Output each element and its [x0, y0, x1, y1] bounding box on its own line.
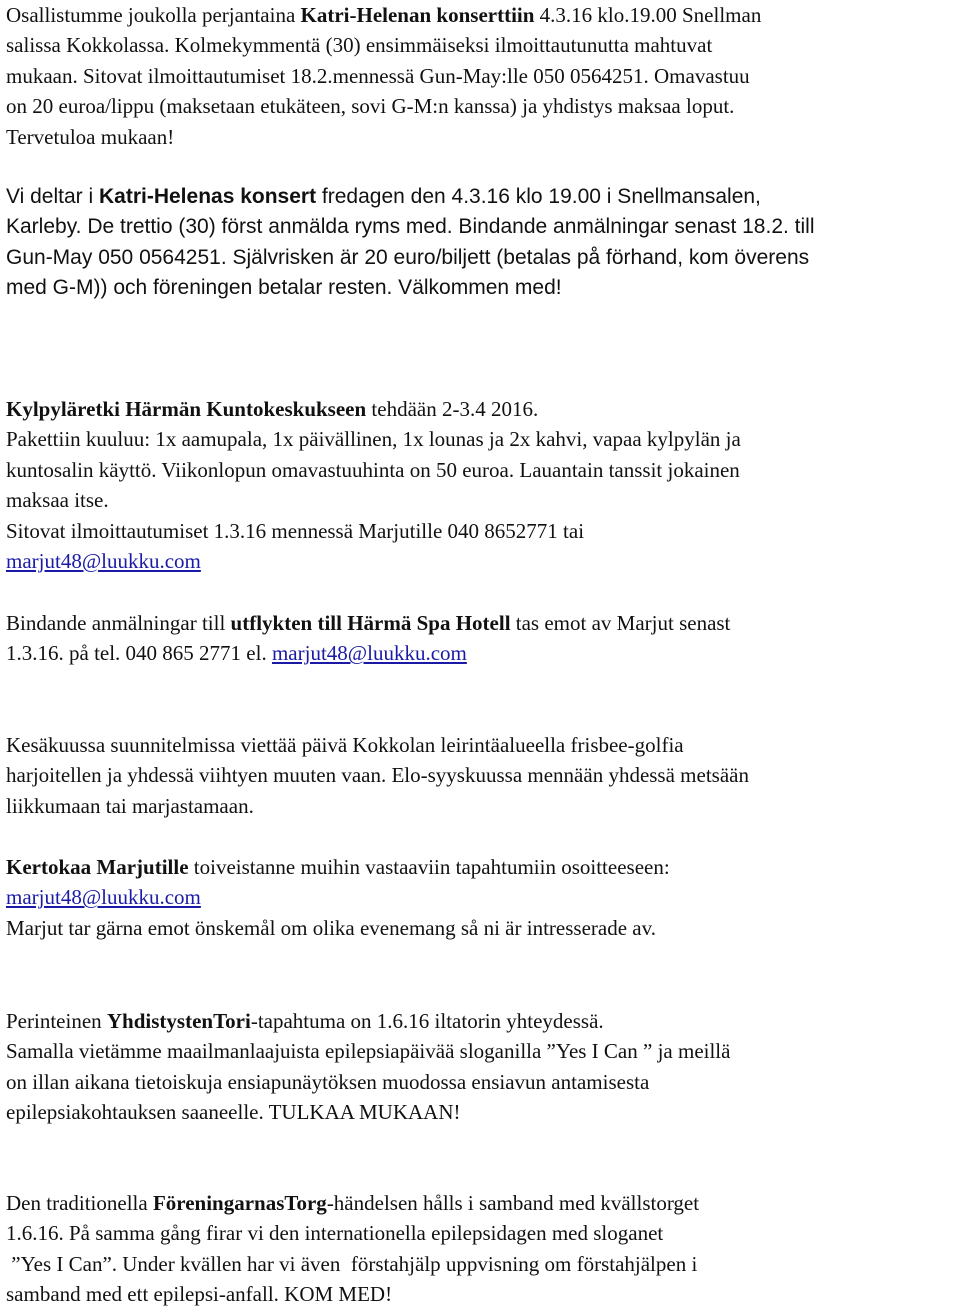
sv-spa-text-end: tas emot av Marjut senast	[510, 611, 731, 635]
fi-tori-paragraph	[6, 1006, 956, 1128]
fi-spa-line-3: kuntosalin käyttö. Viikonlopun omavastuuhinta on 50 euroa. Lauantain tanssit jokainen	[6, 457, 740, 482]
sv-concert-text: Vi deltar i	[6, 185, 99, 208]
sv-concert-line-1	[6, 182, 956, 212]
sv-concert-line-3: Gun-May 050 0564251. Självrisken är 20 euro/biljett (betalas på förhand, kom överens	[6, 245, 810, 269]
fi-concert-line-3: mukaan. Sitovat ilmoittautumiset 18.2.mennessä Gun-May:lle 050 0564251. Omavastuu	[6, 63, 750, 88]
fi-spa-line-2: Pakettiin kuuluu: 1x aamupala, 1x päivällinen, 1x lounas ja 2x kahvi, vapaa kylpylän ja	[6, 427, 741, 452]
sv-spa-line-2	[6, 638, 956, 668]
fi-tori-line-4: epilepsiakohtauksen saaneelle. TULKAA MUKAAN!	[6, 1100, 461, 1125]
fi-concert-datetime: 4.3.16 klo.19.00 Snellman	[534, 3, 762, 27]
fi-concert-line-4: on 20 euroa/lippu (maksetaan etukäteen, sovi G-M:n kanssa) ja yhdistys maksaa loput.	[6, 94, 735, 119]
sv-torg-line-2: 1.6.16. På samma gång firar vi den internationella epilepsidagen med sloganet	[6, 1221, 664, 1246]
sv-concert-line-2: Karleby. De trettio (30) först anmälda ryms med. Bindande anmälningar senast 18.2. till	[6, 215, 815, 239]
sv-spa-heading: utflykten till Härmä Spa Hotell	[230, 611, 511, 635]
fi-concert-text: Osallistumme joukolla perjantaina	[6, 3, 301, 27]
fi-concert-paragraph	[6, 0, 956, 152]
sv-torg-paragraph	[6, 1188, 956, 1310]
fi-spa-paragraph	[6, 394, 956, 576]
fi-spa-email-link[interactable]: marjut48@luukku.com	[6, 549, 201, 574]
wishes-paragraph	[6, 852, 956, 943]
fi-concert-line-2: salissa Kokkolassa. Kolmekymmentä (30) ensimmäiseksi ilmoittautunutta mahtuvat	[6, 33, 713, 58]
fi-summer-line-1: Kesäkuussa suunnitelmissa viettää päivä Kokkolan leirintäalueella frisbee-golfia	[6, 733, 684, 757]
sv-concert-event-name: Katri-Helenas konsert	[99, 185, 317, 208]
sv-torg-event-name: FöreningarnasTorg	[152, 1191, 327, 1215]
wishes-heading: Kertokaa Marjutille	[6, 855, 189, 879]
fi-summer-paragraph	[6, 730, 956, 821]
fi-spa-line-5: Sitovat ilmoittautumiset 1.3.16 mennessä Marjutille 040 8652771 tai	[6, 518, 585, 543]
fi-spa-line-1	[6, 394, 956, 424]
wishes-line-1	[6, 852, 956, 882]
fi-spa-line-4: maksaa itse.	[6, 488, 109, 513]
sv-concert-line-4: med G-M)) och föreningen betalar resten. Välkommen med!	[6, 276, 562, 300]
sv-torg-line-4: samband med ett epilepsi-anfall. KOM MED!	[6, 1282, 393, 1307]
fi-concert-line-5: Tervetuloa mukaan!	[6, 124, 175, 149]
sv-spa-email-link[interactable]: marjut48@luukku.com	[271, 641, 467, 666]
sv-torg-text: Den traditionella	[6, 1191, 153, 1215]
sv-spa-paragraph	[6, 608, 956, 669]
fi-spa-heading: Kylpyläretki Härmän Kuntokeskukseen	[6, 397, 367, 421]
fi-spa-dates: tehdään 2-3.4 2016.	[366, 397, 539, 421]
sv-concert-paragraph	[6, 182, 956, 304]
wishes-email-link[interactable]: marjut48@luukku.com	[6, 885, 201, 910]
fi-tori-text: Perinteinen	[6, 1009, 107, 1033]
fi-summer-line-2: harjoitellen ja yhdessä viihtyen muuten vaan. Elo-syyskuussa mennään yhdessä metsään	[6, 763, 749, 788]
sv-concert-datetime: fredagen den 4.3.16 klo 19.00 i Snellmansalen,	[316, 185, 761, 208]
fi-summer-line-3: liikkumaan tai marjastamaan.	[6, 793, 254, 818]
wishes-text: toiveistanne muihin vastaaviin tapahtumiin osoitteeseen:	[188, 855, 670, 879]
fi-concert-line-1	[6, 0, 956, 30]
fi-concert-event-name: Katri-Helenan konserttiin	[300, 3, 535, 27]
fi-tori-line-1	[6, 1006, 956, 1036]
sv-spa-line-1	[6, 608, 956, 638]
sv-torg-text-end: -händelsen hålls i samband med kvällstorget	[326, 1191, 700, 1215]
sv-torg-line-3: ”Yes I Can”. Under kvällen har vi även förstahjälp uppvisning om förstahjälpen i	[6, 1251, 698, 1276]
fi-tori-event-name: YhdistystenTori	[106, 1009, 251, 1033]
fi-tori-line-2: Samalla vietämme maailmanlaajuista epilepsiapäivää sloganilla ”Yes I Can ” ja meillä	[6, 1039, 731, 1064]
sv-spa-text: Bindande anmälningar till	[6, 611, 231, 635]
fi-tori-text-end: -tapahtuma on 1.6.16 iltatorin yhteydessä.	[250, 1009, 604, 1033]
wishes-line-3: Marjut tar gärna emot önskemål om olika evenemang så ni är intresserade av.	[6, 915, 656, 940]
sv-torg-line-1	[6, 1188, 956, 1218]
fi-tori-line-3: on illan aikana tietoiskuja ensiapunäytöksen muodossa ensiavun antamisesta	[6, 1069, 650, 1094]
sv-spa-contact: 1.3.16. på tel. 040 865 2771 el.	[6, 641, 272, 666]
